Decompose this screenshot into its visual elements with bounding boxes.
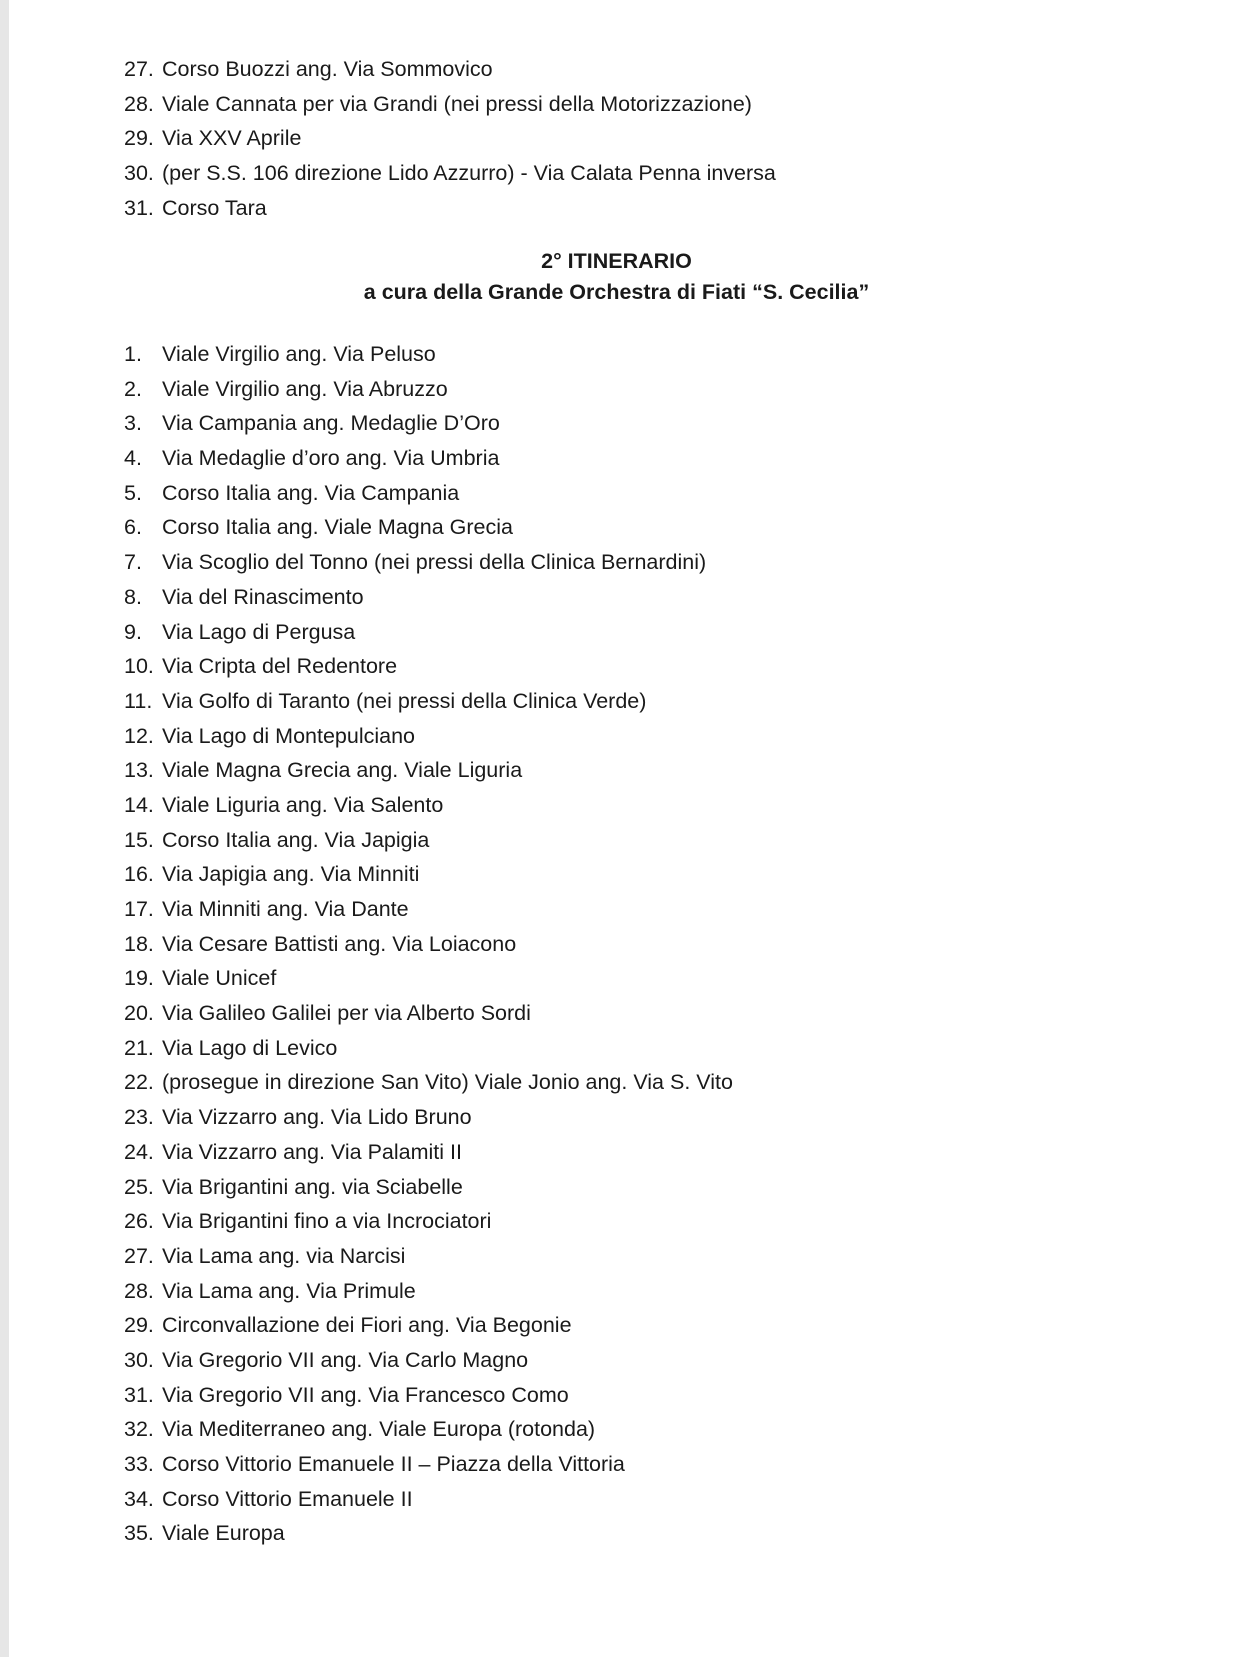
list-item: [124, 1204, 733, 1239]
list-item: [124, 545, 733, 580]
list-item: [124, 649, 733, 684]
list-item: [124, 1447, 733, 1482]
list-item: [124, 1343, 733, 1378]
list-item: [124, 927, 733, 962]
list-item-number: 18.: [124, 931, 154, 956]
list-item: [124, 1239, 733, 1274]
list-item-number: 31.: [124, 195, 154, 220]
list-item: [124, 996, 733, 1031]
list-item: [124, 121, 776, 156]
list-item: [124, 1065, 733, 1100]
list-item-text: Via Lama ang. Via Primule: [162, 1278, 416, 1303]
list-item: [124, 1482, 733, 1517]
list-item-text: Via Gregorio VII ang. Via Francesco Como: [162, 1382, 569, 1407]
list-item: [124, 52, 776, 87]
list-item: [124, 684, 733, 719]
list-item-text: Corso Italia ang. Via Japigia: [162, 827, 430, 852]
list-item-number: 25.: [124, 1174, 154, 1199]
list-item: [124, 615, 733, 650]
list-item-number: 16.: [124, 862, 154, 887]
list-item-number: 35.: [124, 1521, 154, 1546]
list-item: [124, 191, 776, 226]
list-item-number: 27.: [124, 1243, 154, 1268]
list-item-text: Via Scoglio del Tonno (nei pressi della Clinica Bernardini): [162, 550, 707, 575]
list-item: [124, 1412, 733, 1447]
list-item: [124, 788, 733, 823]
list-item: [124, 857, 733, 892]
list-item: [124, 337, 733, 372]
list-item-text: Via Lago di Pergusa: [162, 619, 356, 644]
list-item-text: Corso Tara: [162, 195, 267, 220]
itinerary-continued-list: [124, 52, 776, 225]
list-item-number: 22.: [124, 1070, 154, 1095]
list-item-number: 8.: [124, 584, 142, 609]
list-item-number: 17.: [124, 897, 154, 921]
list-item-text: Via Mediterraneo ang. Viale Europa (rotonda): [162, 1417, 596, 1442]
list-item-text: Via Vizzarro ang. Via Palamiti II: [162, 1139, 462, 1164]
list-item-text: Viale Liguria ang. Via Salento: [162, 792, 444, 817]
list-item: [124, 719, 733, 754]
list-item-number: 7.: [124, 550, 142, 575]
list-item-text: Via Vizzarro ang. Via Lido Bruno: [162, 1105, 472, 1130]
list-item-text: Corso Buozzi ang. Via Sommovico: [162, 57, 493, 81]
list-item: [124, 1100, 733, 1135]
list-item-number: 26.: [124, 1209, 154, 1234]
list-item-number: 29.: [124, 126, 154, 151]
list-item-number: 5.: [124, 480, 142, 505]
list-item-text: Via Campania ang. Medaglie D’Oro: [162, 411, 500, 436]
list-item: [124, 476, 733, 511]
list-item-text: Circonvallazione dei Fiori ang. Via Begonie: [162, 1313, 572, 1338]
list-item-text: Via XXV Aprile: [162, 126, 302, 151]
list-item-number: 28.: [124, 91, 154, 116]
list-item-number: 32.: [124, 1417, 154, 1442]
list-item-text: (per S.S. 106 direzione Lido Azzurro) - Via Calata Penna inversa: [162, 161, 776, 186]
list-item-text: Corso Italia ang. Via Campania: [162, 480, 460, 505]
list-item: [124, 156, 776, 191]
list-item-number: 21.: [124, 1035, 154, 1060]
list-item: [124, 1135, 733, 1170]
list-item-text: Viale Virgilio ang. Via Peluso: [162, 342, 436, 366]
list-item-text: Corso Vittorio Emanuele II – Piazza della Vittoria: [162, 1452, 625, 1476]
list-item-number: 9.: [124, 619, 142, 644]
list-item-number: 31.: [124, 1382, 154, 1407]
list-item: [124, 1031, 733, 1066]
list-item-number: 6.: [124, 515, 142, 540]
list-item-number: 13.: [124, 758, 154, 783]
section-subtitle: a cura della Grande Orchestra di Fiati “S. Cecilia”: [363, 280, 870, 304]
list-item-number: 19.: [124, 966, 154, 991]
list-item: [124, 892, 733, 927]
list-item-text: Via Galileo Galilei per via Alberto Sordi: [162, 1001, 531, 1026]
list-item-text: Via Cripta del Redentore: [162, 654, 398, 679]
list-item-text: Via Brigantini ang. via Sciabelle: [162, 1174, 463, 1199]
list-item-text: Viale Virgilio ang. Via Abruzzo: [162, 376, 448, 401]
list-item-text: Via Lago di Levico: [162, 1035, 338, 1060]
section-title: 2° ITINERARIO: [541, 249, 692, 273]
list-item-text: Viale Magna Grecia ang. Viale Liguria: [162, 758, 523, 783]
list-item-number: 30.: [124, 1347, 154, 1372]
list-item-text: Via Brigantini fino a via Incrociatori: [162, 1209, 492, 1234]
list-item: [124, 406, 733, 441]
list-item-number: 11.: [124, 688, 153, 713]
list-item-number: 14.: [124, 792, 154, 817]
list-item-text: Viale Cannata per via Grandi (nei pressi della Motorizzazione): [162, 91, 752, 116]
list-item-number: 4.: [124, 446, 142, 471]
second-itinerary-list: [124, 337, 733, 1551]
list-item-number: 23.: [124, 1105, 154, 1130]
list-item-number: 27.: [124, 57, 154, 81]
list-item: [124, 580, 733, 615]
list-item-number: 30.: [124, 161, 154, 186]
list-item-text: Via Japigia ang. Via Minniti: [162, 862, 420, 887]
list-item-number: 29.: [124, 1313, 154, 1338]
list-item-text: Via Cesare Battisti ang. Via Loiacono: [162, 931, 517, 956]
list-item-text: Corso Italia ang. Viale Magna Grecia: [162, 515, 513, 540]
list-item: [124, 1378, 733, 1413]
list-item: [124, 1170, 733, 1205]
list-item: [124, 753, 733, 788]
list-item-number: 24.: [124, 1139, 154, 1164]
list-item: [124, 510, 733, 545]
list-item: [124, 823, 733, 858]
list-item-number: 2.: [124, 376, 142, 401]
list-item: [124, 441, 733, 476]
list-item: [124, 1308, 733, 1343]
list-item-text: Via Golfo di Taranto (nei pressi della Clinica Verde): [162, 688, 647, 713]
list-item-number: 15.: [124, 827, 154, 852]
list-item-number: 33.: [124, 1452, 154, 1476]
list-item-number: 28.: [124, 1278, 154, 1303]
list-item-text: Corso Vittorio Emanuele II: [162, 1486, 413, 1511]
list-item: [124, 372, 733, 407]
list-item-number: 12.: [124, 723, 154, 748]
list-item: [124, 961, 733, 996]
list-item-number: 10.: [124, 654, 154, 679]
list-item-text: Via del Rinascimento: [162, 584, 364, 609]
list-item-text: Via Gregorio VII ang. Via Carlo Magno: [162, 1347, 529, 1372]
list-item-number: 3.: [124, 411, 142, 436]
list-item-text: Via Lama ang. via Narcisi: [162, 1243, 406, 1268]
list-item-text: Viale Europa: [162, 1521, 285, 1546]
list-item-text: Viale Unicef: [162, 966, 277, 991]
list-item-text: (prosegue in direzione San Vito) Viale Jonio ang. Via S. Vito: [162, 1070, 733, 1095]
list-item-number: 34.: [124, 1486, 154, 1511]
list-item-text: Via Lago di Montepulciano: [162, 723, 416, 748]
list-item-number: 1.: [124, 342, 142, 366]
list-item: [124, 87, 776, 122]
list-item: [124, 1274, 733, 1309]
list-item-text: Via Minniti ang. Via Dante: [162, 897, 409, 921]
list-item: [124, 1516, 733, 1551]
list-item-number: 20.: [124, 1001, 154, 1026]
list-item-text: Via Medaglie d’oro ang. Via Umbria: [162, 446, 500, 471]
